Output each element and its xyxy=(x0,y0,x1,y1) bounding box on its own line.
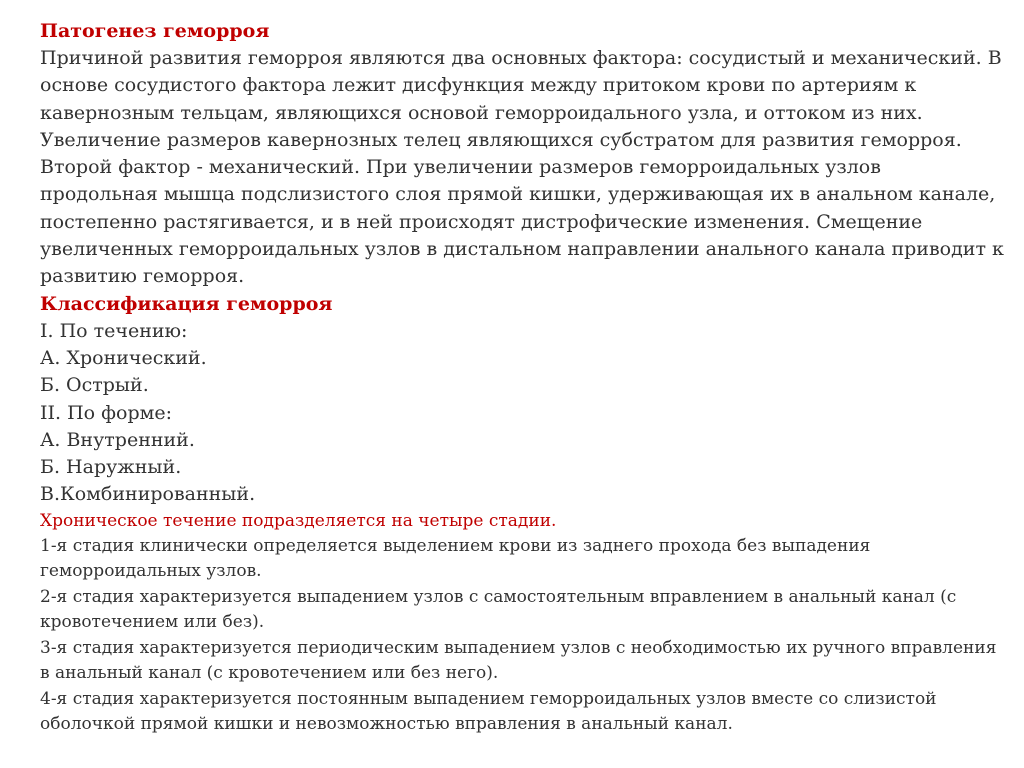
stage-item: 1-я стадия клинически определяется выделением крови из заднего прохода без выпадения геморроидальных узлов. xyxy=(40,535,871,582)
list-item: Б. Наружный. xyxy=(40,456,182,479)
stage-item: 4-я стадия характеризуется постоянным выпадением геморроидальных узлов вместе со слизистой оболочкой прямой кишки и невозможностью вправления в анальный канал. xyxy=(40,688,937,735)
classification-heading: Классификация геморроя xyxy=(40,292,333,315)
stage-item: 2-я стадия характеризуется выпадением узлов с самостоятельным вправлением в анальный канал (с кровотечением или без). xyxy=(40,586,957,633)
pathogenesis-text: Причиной развития геморроя являются два основных фактора: сосудистый и механический. В основе сосудистого фактора лежит дисфункция между притоком крови по артериям к кавернозным тельцам, являющихся основой геморроидального узла, и оттоком из них. Увеличение размеров кавернозных телец являющихся субстратом для развития геморроя. Второй фактор - механический. При увеличении размеров геморроидальных узлов продольная мышца подслизистого слоя прямой кишки, удерживающая их в анальном канале, постепенно растягивается, и в ней происходят дистрофические изменения. Смещение увеличенных геморроидальных узлов в дистальном направлении анального канала приводит к развитию геморроя. xyxy=(40,47,1004,288)
list-item: А. Хронический. xyxy=(40,346,207,369)
list-item: II. По форме: xyxy=(40,401,173,424)
list-item: I. По течению: xyxy=(40,319,188,342)
list-item: Б. Острый. xyxy=(40,374,149,397)
list-item: В.Комбинированный. xyxy=(40,483,256,506)
classification-list xyxy=(40,318,1004,509)
list-item: А. Внутренний. xyxy=(40,428,195,451)
pathogenesis-heading: Патогенез геморроя xyxy=(40,20,270,42)
stages-list xyxy=(40,534,1004,738)
stages-intro: Хроническое течение подразделяется на четыре стадии. xyxy=(40,510,557,531)
stage-item: 3-я стадия характеризуется периодическим выпадением узлов с необходимостью их ручного вправления в анальный канал (с кровотечением или без него). xyxy=(40,637,997,684)
